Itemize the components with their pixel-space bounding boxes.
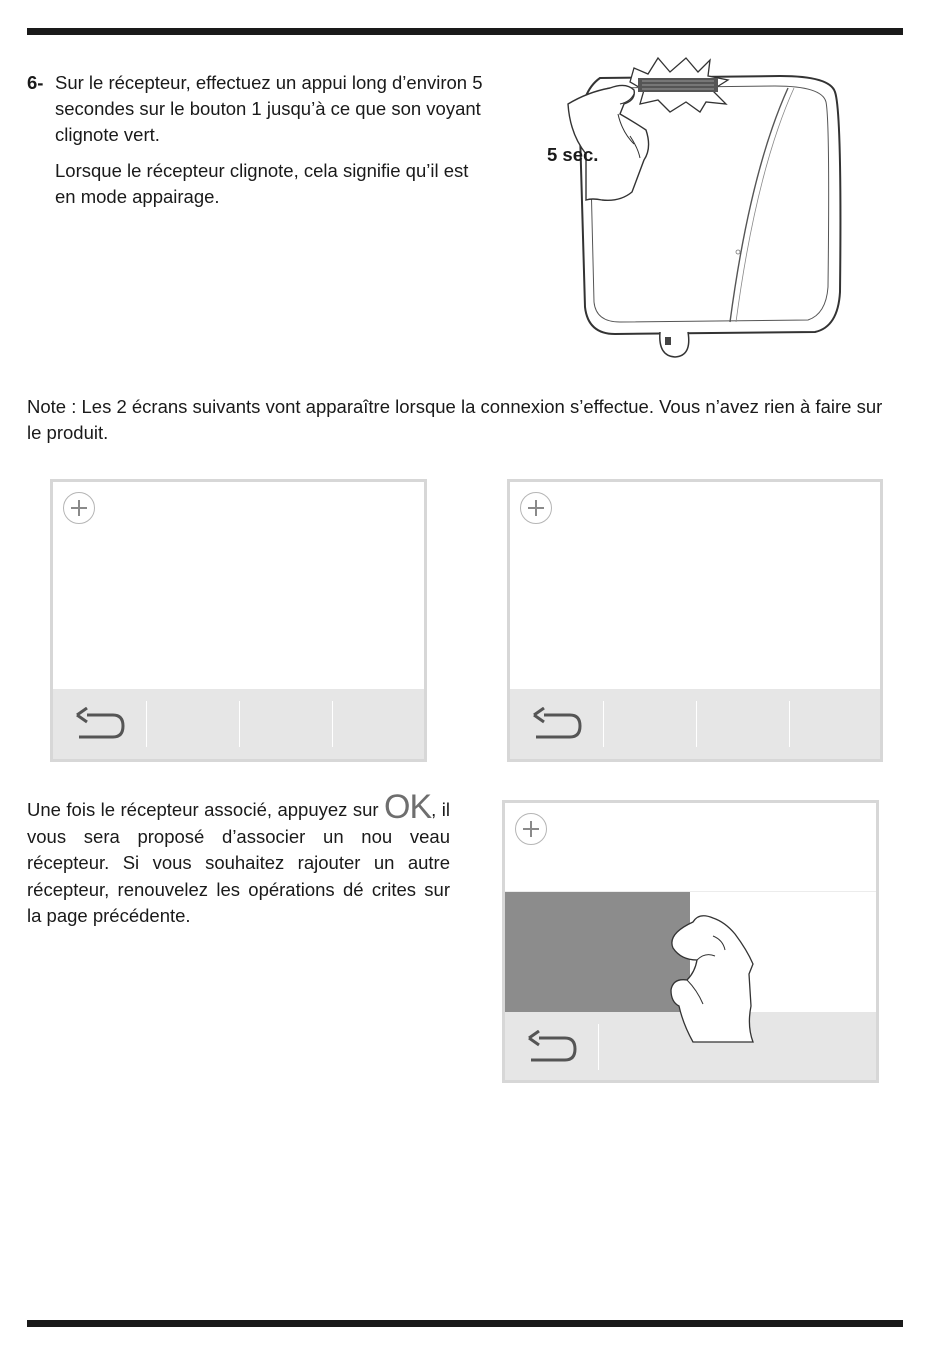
- back-button[interactable]: [505, 1012, 598, 1082]
- back-arrow-icon: [73, 707, 127, 741]
- plus-circle-icon[interactable]: [520, 492, 552, 524]
- final-text-after: , il vous sera proposé d’associer un nou veau récepteur. Si vous souhaitez rajouter un autre récepteur, renouvelez les opérations dé crites sur la page précédente.: [27, 799, 450, 926]
- top-rule: [27, 28, 903, 35]
- note-text: Note : Les 2 écrans suivants vont apparaître lorsque la connexion s’effectue. Vous n’avez rien à faire sur le produit.: [27, 396, 883, 443]
- bar-separator: [332, 701, 333, 747]
- plus-circle-icon[interactable]: [515, 813, 547, 845]
- bottom-bar: [510, 689, 880, 759]
- back-button[interactable]: [510, 689, 603, 759]
- screen-associated: [502, 800, 879, 1083]
- receiver-drawing: [530, 52, 860, 372]
- bar-separator: [239, 701, 240, 747]
- bottom-bar: [53, 689, 424, 759]
- bar-separator: [696, 701, 697, 747]
- ok-mark: OK: [384, 788, 432, 826]
- step-text: [55, 70, 487, 210]
- screen-connecting-1: [50, 479, 427, 762]
- pointing-hand-icon: [663, 906, 759, 1046]
- bar-separator: [598, 1024, 599, 1070]
- bottom-rule: [27, 1320, 903, 1327]
- back-button[interactable]: [53, 689, 146, 759]
- screen-connecting-2: [507, 479, 883, 762]
- bar-separator: [146, 701, 147, 747]
- back-arrow-icon: [530, 707, 584, 741]
- final-text-before: Une fois le récepteur associé, appuyez sur: [27, 799, 385, 820]
- final-instruction: [27, 788, 450, 930]
- back-arrow-icon: [525, 1030, 579, 1064]
- duration-label: 5 sec.: [547, 144, 599, 165]
- step-number: 6-: [27, 72, 44, 93]
- bar-separator: [789, 701, 790, 747]
- step-6: [27, 70, 487, 220]
- step-paragraph-2: Lorsque le récepteur clignote, cela signifie qu’il est en mode appairage.: [55, 160, 469, 207]
- bar-separator: [603, 701, 604, 747]
- receiver-illustration: [530, 52, 860, 372]
- step-paragraph-1: Sur le récepteur, effectuez un appui long d’environ 5 secondes sur le bouton 1 jusqu’à ce que son voyant clignote vert.: [55, 72, 483, 145]
- plus-circle-icon[interactable]: [63, 492, 95, 524]
